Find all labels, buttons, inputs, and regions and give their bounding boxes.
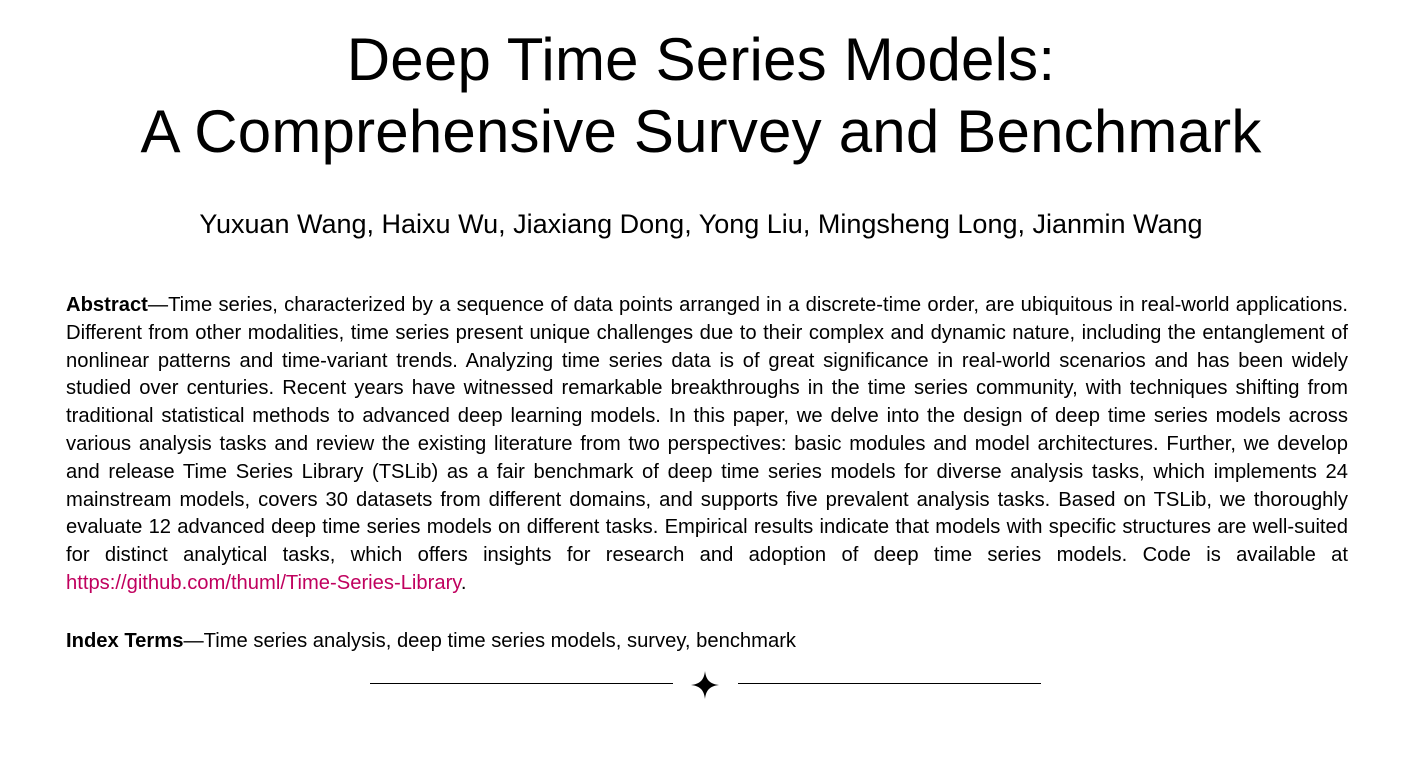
index-terms-text: Time series analysis, deep time series models, survey, benchmark xyxy=(203,630,797,652)
abstract-end: . xyxy=(460,571,467,594)
title-line-2: A Comprehensive Survey and Benchmark xyxy=(140,98,1262,165)
index-terms-dash: — xyxy=(183,630,204,652)
index-terms xyxy=(66,627,1348,655)
paper-title xyxy=(0,24,1402,168)
author-list: Yuxuan Wang, Haixu Wu, Jiaxiang Dong, Yong Liu, Mingsheng Long, Jianmin Wang xyxy=(199,209,1203,239)
abstract-dash: — xyxy=(147,294,169,316)
code-repository-link[interactable]: https://github.com/thuml/Time-Series-Library xyxy=(66,571,461,594)
index-terms-label: Index Terms xyxy=(66,630,184,652)
abstract xyxy=(66,292,1348,598)
title-line-1: Deep Time Series Models: xyxy=(346,26,1056,93)
divider-line-right xyxy=(738,683,1041,684)
abstract-label: Abstract xyxy=(66,294,148,316)
abstract-text: Time series, characterized by a sequence of data points arranged in a discrete-time order, are ubiquitous in real-world applications. Different from other modalities, time series present unique challenges due to their complex and dynamic nature, including the entanglement of nonlinear patterns and time-variant trends. Analyzing time series data is of great significance in real-world scenarios and has been widely studied over centuries. Recent years have witnessed remarkable breakthroughs in the time series community, with techniques shifting from traditional statistical methods to advanced deep learning models. In this paper, we delve into the design of deep time series models across various analysis tasks and review the existing literature from two perspectives: basic modules and model architectures. Further, we develop and release Time Series Library (TSLib) as a fair benchmark of deep time series models for diverse analysis tasks, which implements 24 mainstream models, covers 30 datasets from different domains, and supports five prevalent analysis tasks. Based on TSLib, we thoroughly evaluate 12 advanced deep time series models on different tasks. Empirical results indicate that models with specific structures are well-suited for distinct analytical tasks, which offers insights for research and adoption of deep time series models. Code is available at xyxy=(66,294,1348,567)
four-point-star-icon xyxy=(690,670,720,700)
divider-line-left xyxy=(370,683,673,684)
